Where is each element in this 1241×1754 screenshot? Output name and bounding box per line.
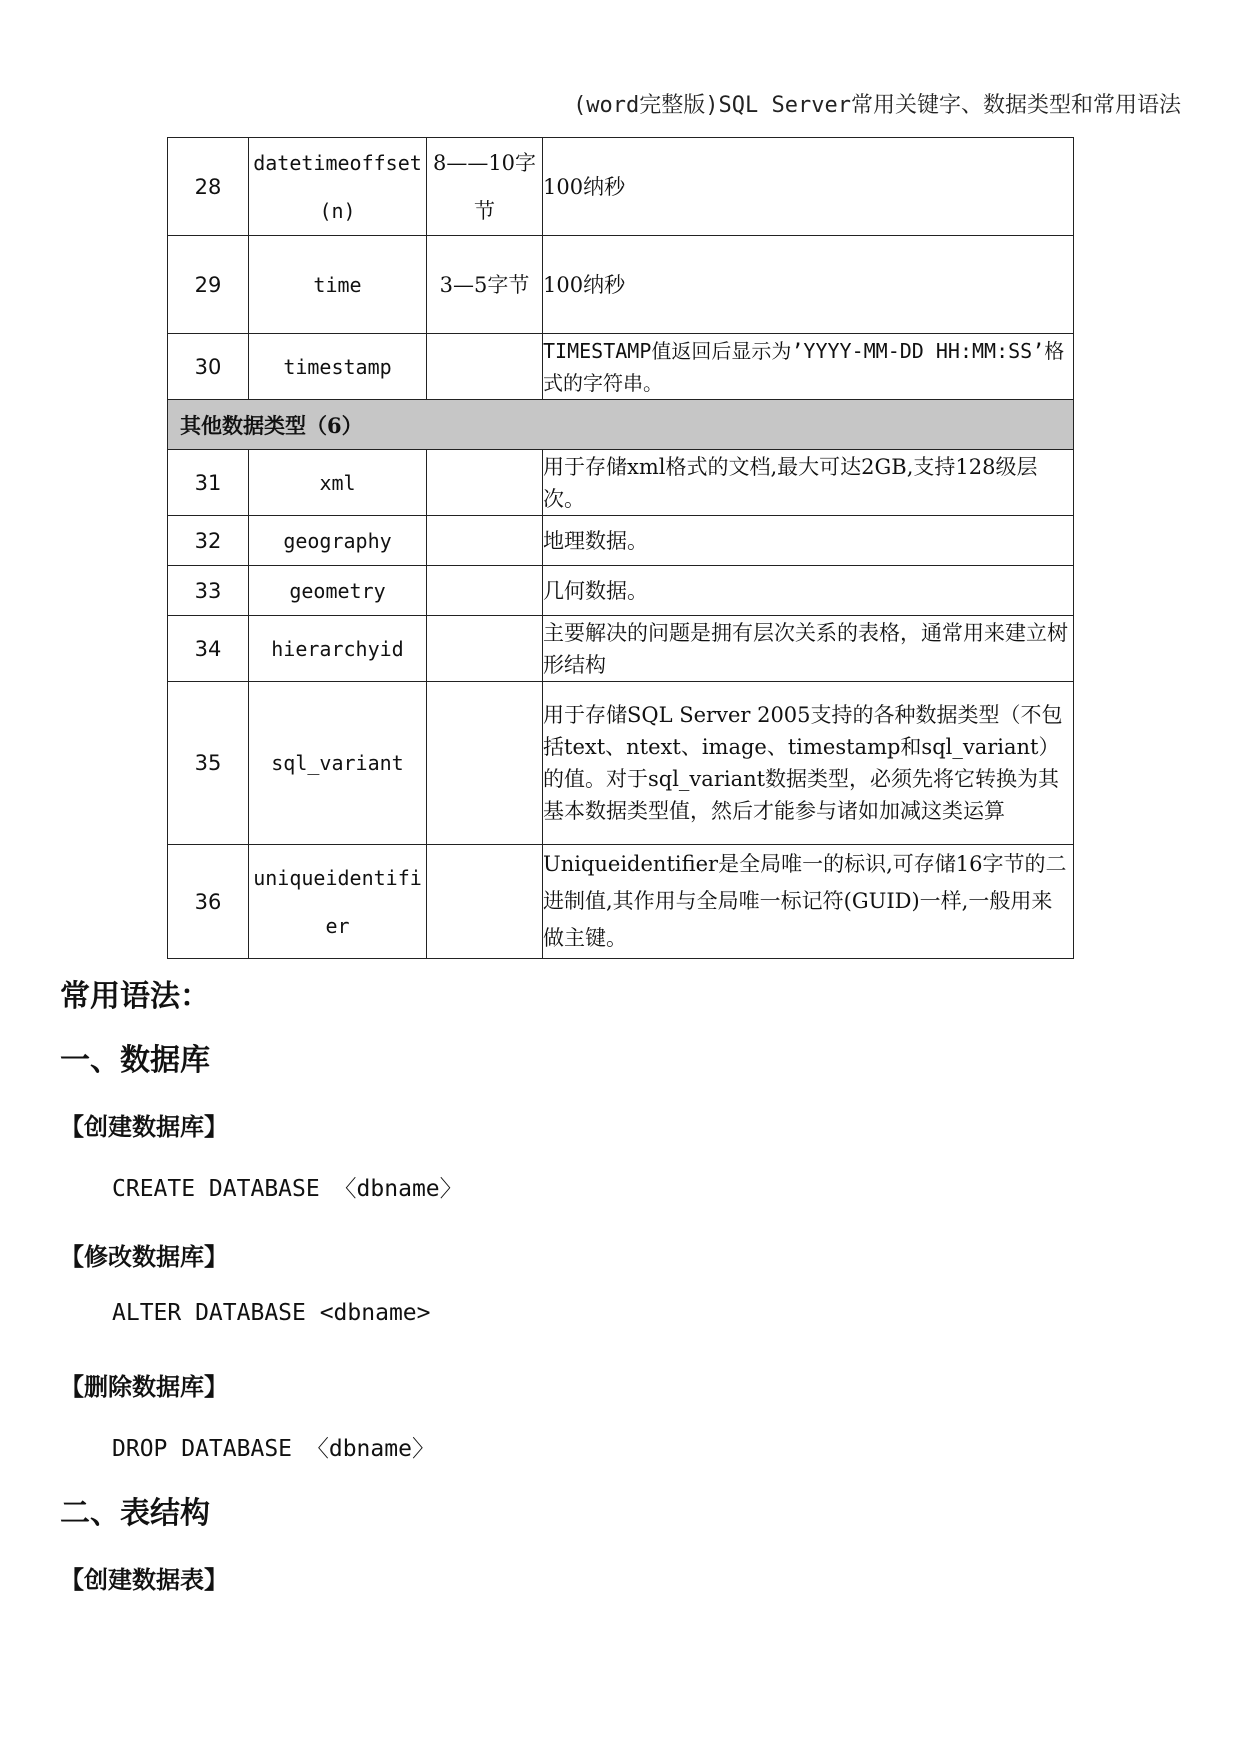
row-number: 31 (168, 450, 249, 516)
type-description: 100纳秒 (543, 138, 1074, 236)
table-row (168, 334, 1074, 400)
table-row (168, 845, 1074, 959)
type-description: 用于存储xml格式的文档,最大可达2GB,支持128级层次。 (543, 450, 1074, 516)
row-number: 34 (168, 616, 249, 682)
create-database-label: 【创建数据库】 (60, 1112, 228, 1141)
type-description: 100纳秒 (543, 236, 1074, 334)
type-description: 用于存储SQL Server 2005支持的各种数据类型（不包括text、ntext、image、timestamp和sql_variant）的值。对于sql_variant数据类型，必须先将它转换为其基本数据类型值，然后才能参与诸如加减这类运算 (543, 682, 1074, 845)
type-description: 几何数据。 (543, 566, 1074, 616)
create-table-label: 【创建数据表】 (60, 1565, 228, 1594)
row-number: 33 (168, 566, 249, 616)
type-description: Uniqueidentifier是全局唯一的标识,可存储16字节的二进制值,其作用与全局唯一标记符(GUID)一样,一般用来做主键。 (543, 845, 1074, 959)
section-heading-database: 一、数据库 (60, 1043, 210, 1078)
type-name: uniqueidentifier (249, 845, 427, 959)
drop-database-code: DROP DATABASE 〈dbname〉 (112, 1436, 435, 1462)
storage-size (427, 450, 543, 516)
type-name: geometry (249, 566, 427, 616)
alter-database-code: ALTER DATABASE <dbname> (112, 1300, 431, 1326)
running-header: (word完整版)SQL Server常用关键字、数据类型和常用语法 (573, 93, 1181, 118)
table-row (168, 450, 1074, 516)
type-name: xml (249, 450, 427, 516)
type-name: sql_variant (249, 682, 427, 845)
table-row (168, 682, 1074, 845)
row-number: 29 (168, 236, 249, 334)
data-types-table (167, 137, 1074, 959)
storage-size (427, 845, 543, 959)
storage-size: 8——10字节 (427, 138, 543, 236)
type-name: datetimeoffset(n) (249, 138, 427, 236)
storage-size (427, 334, 543, 400)
drop-database-label: 【删除数据库】 (60, 1372, 228, 1401)
table-row (168, 616, 1074, 682)
section-row (168, 400, 1074, 450)
row-number: 30 (168, 334, 249, 400)
create-database-code: CREATE DATABASE 〈dbname〉 (112, 1176, 463, 1202)
type-name: hierarchyid (249, 616, 427, 682)
row-number: 36 (168, 845, 249, 959)
table-row (168, 516, 1074, 566)
alter-database-label: 【修改数据库】 (60, 1242, 228, 1271)
type-name: timestamp (249, 334, 427, 400)
storage-size (427, 682, 543, 845)
table-row (168, 566, 1074, 616)
section-label: 其他数据类型（6） (168, 400, 1074, 450)
type-description: TIMESTAMP值返回后显示为’YYYY-MM-DD HH:MM:SS’格式的字符串。 (543, 334, 1074, 400)
syntax-heading: 常用语法： (60, 979, 210, 1014)
row-number: 35 (168, 682, 249, 845)
storage-size: 3—5字节 (427, 236, 543, 334)
table-row (168, 236, 1074, 334)
type-description: 地理数据。 (543, 516, 1074, 566)
row-number: 32 (168, 516, 249, 566)
section-heading-table-structure: 二、表结构 (60, 1496, 210, 1531)
row-number: 28 (168, 138, 249, 236)
storage-size (427, 616, 543, 682)
storage-size (427, 566, 543, 616)
table-row (168, 138, 1074, 236)
type-name: time (249, 236, 427, 334)
type-description: 主要解决的问题是拥有层次关系的表格，通常用来建立树形结构 (543, 616, 1074, 682)
type-name: geography (249, 516, 427, 566)
storage-size (427, 516, 543, 566)
